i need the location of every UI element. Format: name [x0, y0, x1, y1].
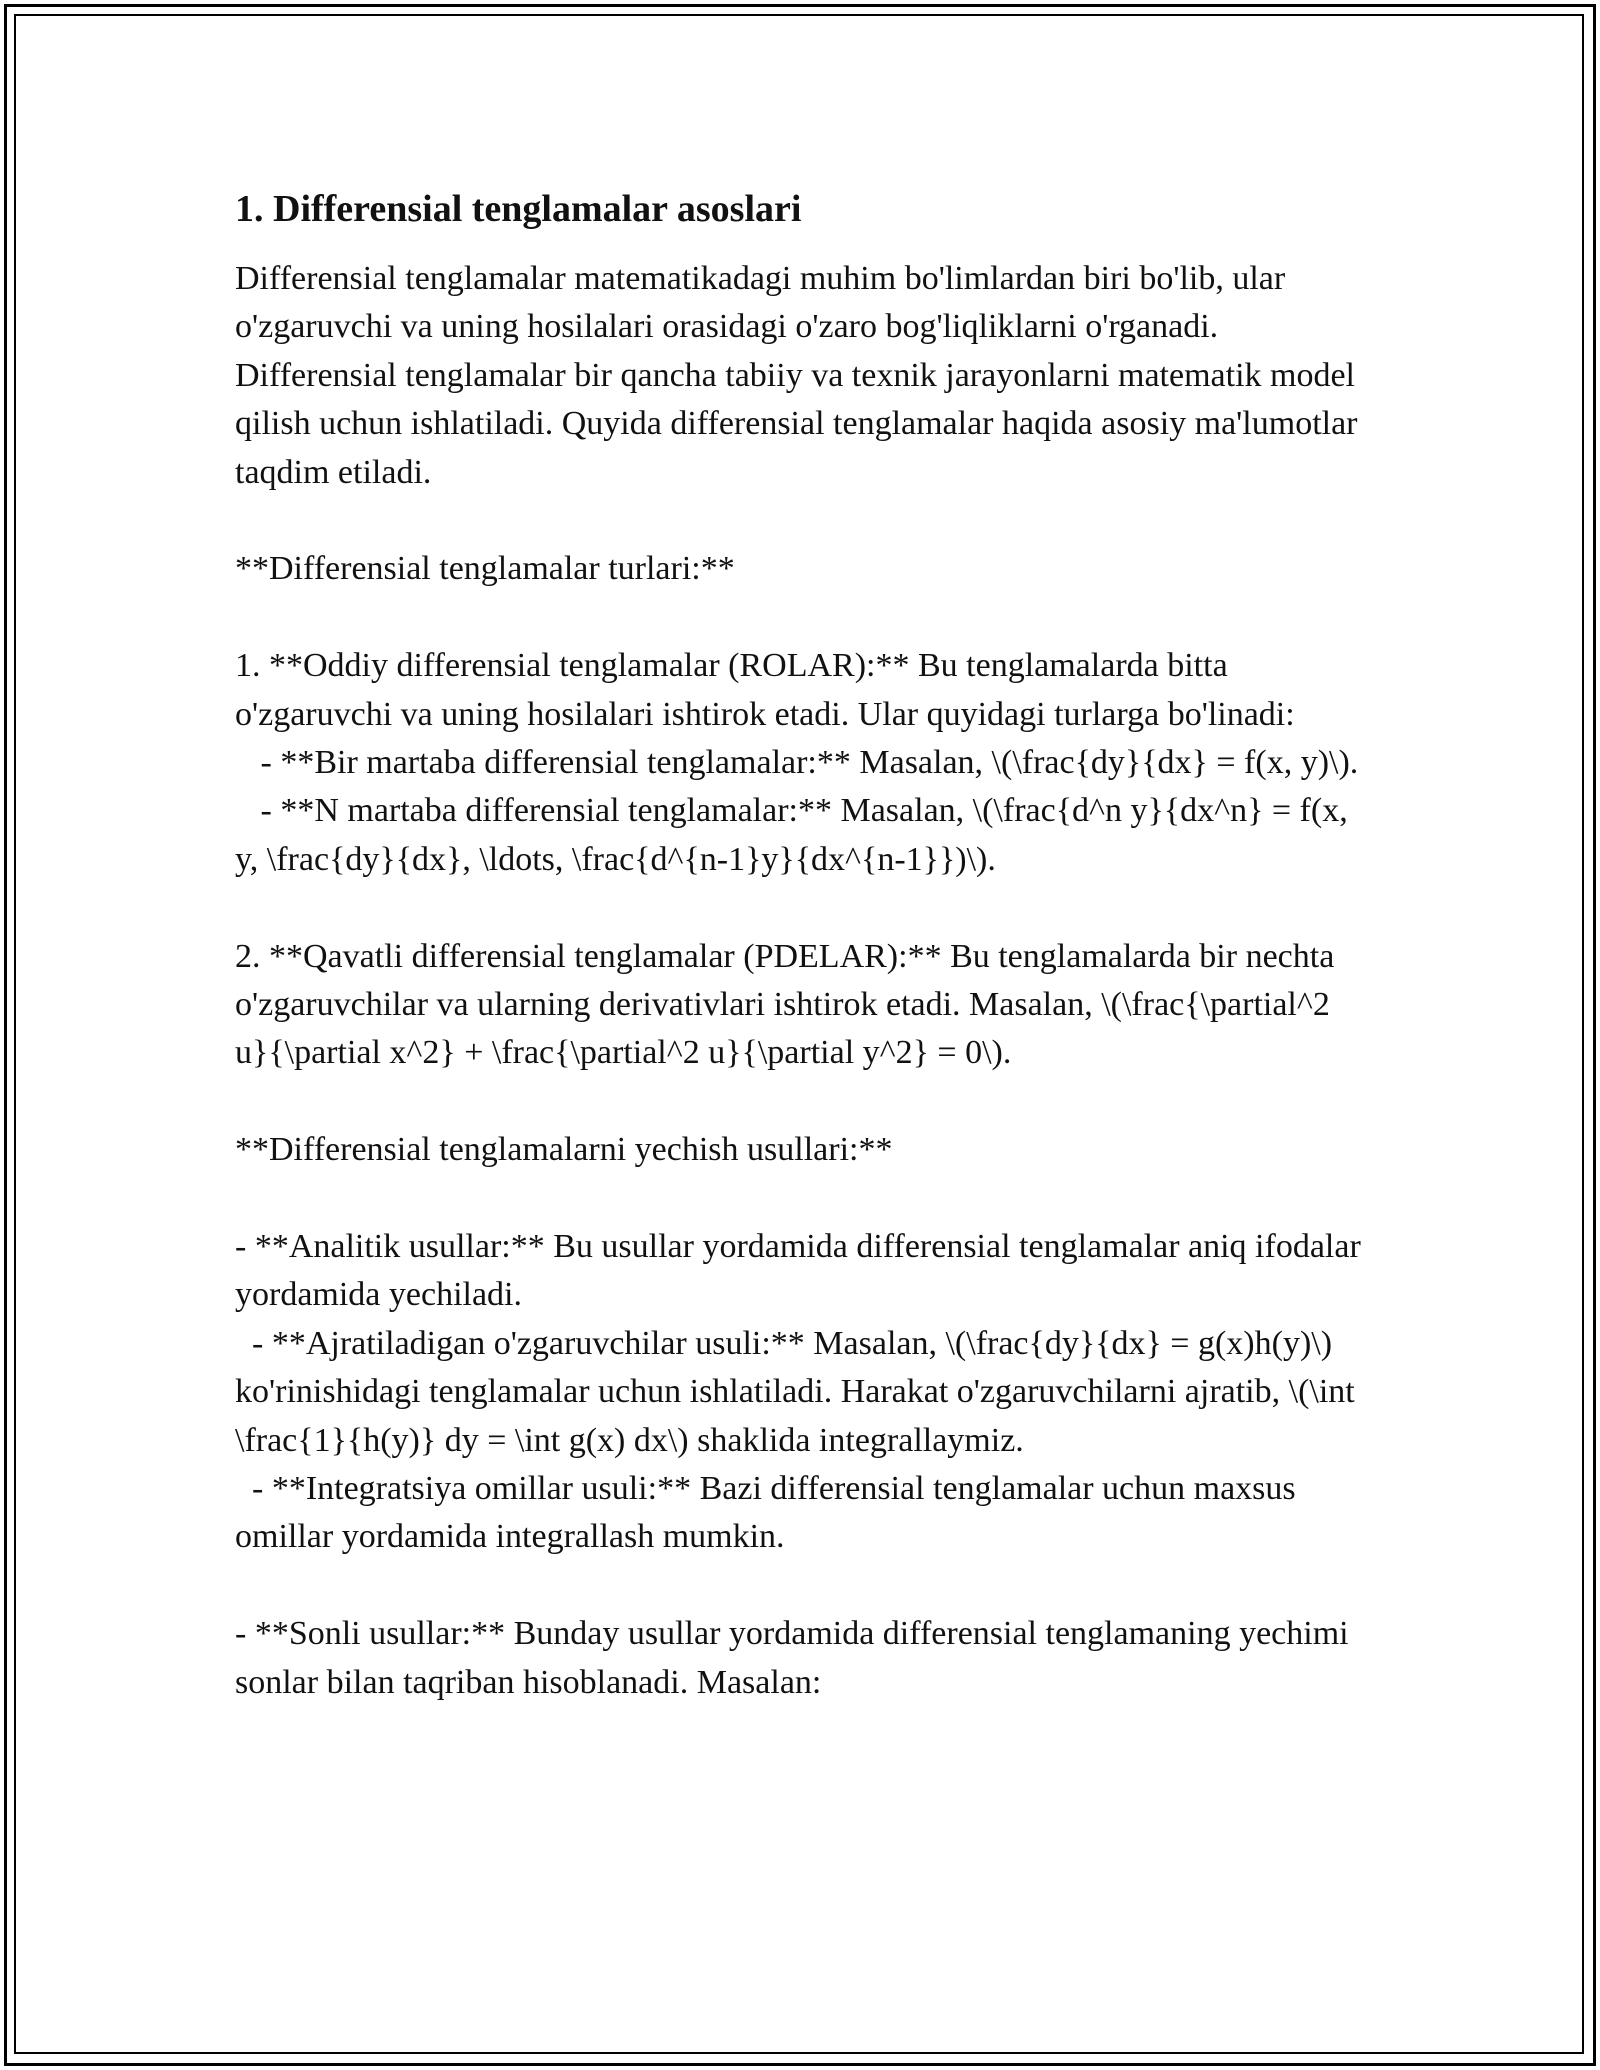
page-title: 1. Differensial tenglamalar asoslari — [235, 188, 802, 230]
sub-item-nth-order: - **N martaba differensial tenglamalar:** Masalan, \(\frac{d^n y}{dx^n} = f(x, y, \frac{dy}{dx}, \ldots, \frac{d^{n-1}y}{dx^{n-1}})\). — [235, 792, 1357, 878]
list-item-ode: 1. **Oddiy differensial tenglamalar (ROLAR):** Bu tenglamalarda bitta o'zgaruvchi va uning hosilalari ishtirok etadi. Ular quyidagi turlarga bo'linadi: — [235, 647, 1295, 733]
blank-line — [235, 1078, 1365, 1126]
blank-line — [235, 884, 1365, 932]
list-item-analytic: - **Analitik usullar:** Bu usullar yordamida differensial tenglamalar aniq ifodalar yordamida yechiladi. — [235, 1228, 1370, 1314]
document-body — [235, 185, 1370, 1707]
types-heading: **Differensial tenglamalar turlari:** — [235, 550, 735, 588]
list-item-numeric: - **Sonli usullar:** Bunday usullar yordamida differensial tenglamaning yechimi sonlar bilan taqriban hisoblanadi. Masalan: — [235, 1615, 1358, 1701]
sub-item-first-order: - **Bir martaba differensial tenglamalar:** Masalan, \(\frac{dy}{dx} = f(x, y)\). — [235, 744, 1359, 782]
list-item-pde: 2. **Qavatli differensial tenglamalar (PDELAR):** Bu tenglamalarda bir nechta o'zgaruvchilar va ularning derivativlari ishtirok etadi. Masalan, \(\frac{\partial^2 u}{\partial x^2} + \frac{\partial^2 u}{\partial y^2} = 0\). — [235, 937, 1343, 1072]
methods-heading: **Differensial tenglamalarni yechish usullari:** — [235, 1131, 893, 1169]
blank-line — [235, 497, 1365, 545]
sub-item-separable: - **Ajratiladigan o'zgaruvchilar usuli:** Masalan, \(\frac{dy}{dx} = g(x)h(y)\) ko'rinishidagi tenglamalar uchun ishlatiladi. Harakat o'zgaruvchilarni ajratib, \(\int \frac{1}{h(y)} dy = \int g(x) dx\) shaklida integrallaymiz. — [235, 1324, 1364, 1459]
blank-line — [235, 1175, 1365, 1223]
blank-line — [235, 594, 1365, 642]
blank-line — [235, 1562, 1365, 1610]
intro-paragraph: Differensial tenglamalar matematikadagi muhim bo'limlardan biri bo'lib, ular o'zgaruvchi va uning hosilalari orasidagi o'zaro bog'liqliklarni o'rganadi. Differensial tenglamalar bir qancha tabiiy va texnik jarayonlarni matematik model qilish uchun ishlatiladi. Quyida differensial tenglamalar haqida asosiy ma'lumotlar taqdim etiladi. — [235, 260, 1366, 491]
sub-item-integrating-factor: - **Integratsiya omillar usuli:** Bazi differensial tenglamalar uchun maxsus omillar yordamida integrallash mumkin. — [235, 1470, 1305, 1556]
